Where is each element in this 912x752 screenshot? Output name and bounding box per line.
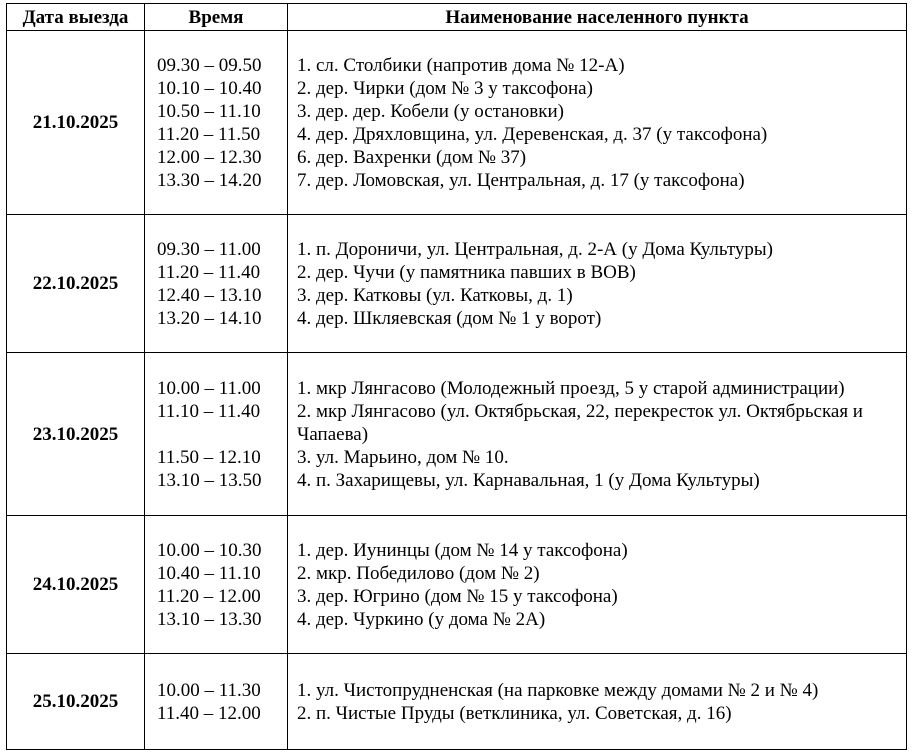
- time-slot: 11.20 – 11.40: [157, 261, 261, 283]
- departure-date: 22.10.2025: [7, 215, 145, 353]
- settlement-list: [288, 31, 907, 215]
- time-slot: 13.20 – 14.10: [157, 307, 262, 329]
- settlement-item: 2. дер. Чирки (дом № 3 у таксофона): [297, 77, 593, 99]
- settlement-item: 7. дер. Ломовская, ул. Центральная, д. 17 (у таксофона): [297, 169, 745, 191]
- time-slot: 13.10 – 13.50: [157, 469, 262, 491]
- settlement-list: [288, 654, 907, 750]
- table-row: [7, 654, 907, 750]
- table-row: [7, 516, 907, 654]
- settlement-item: 1. п. Дороничи, ул. Центральная, д. 2-А (у Дома Культуры): [297, 238, 773, 260]
- settlement-item: 2. п. Чистые Пруды (ветклиника, ул. Советская, д. 16): [297, 702, 732, 724]
- time-slots: [145, 31, 288, 215]
- settlement-item: 1. мкр Лянгасово (Молодежный проезд, 5 у старой администрации): [297, 377, 845, 399]
- time-slot: 12.40 – 13.10: [157, 284, 262, 306]
- settlement-item: 2. дер. Чучи (у памятника павших в ВОВ): [297, 261, 636, 283]
- departure-date: 25.10.2025: [7, 654, 145, 750]
- header-row: [7, 4, 907, 31]
- time-slot: 09.30 – 09.50: [157, 54, 262, 76]
- table-row: [7, 31, 907, 215]
- time-slot: 10.10 – 10.40: [157, 77, 262, 99]
- time-slot: 11.20 – 12.00: [157, 585, 261, 607]
- time-slots: [145, 215, 288, 353]
- settlement-item: 4. дер. Шкляевская (дом № 1 у ворот): [297, 307, 602, 329]
- time-slot: 11.50 – 12.10: [157, 446, 261, 468]
- settlement-item: 6. дер. Вахренки (дом № 37): [297, 146, 527, 168]
- settlement-list: [288, 353, 907, 516]
- settlement-list: [288, 516, 907, 654]
- time-slots: [145, 654, 288, 750]
- departure-date: 23.10.2025: [7, 353, 145, 516]
- time-slot: 10.00 – 10.30: [157, 539, 262, 561]
- schedule-table: [6, 3, 907, 750]
- time-slots: [145, 516, 288, 654]
- settlement-item: 3. ул. Марьино, дом № 10.: [297, 446, 509, 468]
- time-slot: 11.40 – 12.00: [157, 702, 261, 724]
- settlement-item: 2. мкр Лянгасово (ул. Октябрьская, 22, перекресток ул. Октябрьская и Чапаева): [297, 400, 863, 445]
- header-date: Дата выезда: [7, 4, 145, 31]
- settlement-item: 1. сл. Столбики (напротив дома № 12-А): [297, 54, 625, 76]
- settlement-list: [288, 215, 907, 353]
- settlement-item: 1. дер. Иунинцы (дом № 14 у таксофона): [297, 539, 628, 561]
- time-slot: 13.10 – 13.30: [157, 608, 262, 630]
- header-place: Наименование населенного пункта: [288, 4, 907, 31]
- time-slot: 11.10 – 11.40: [157, 400, 261, 422]
- time-slot: 10.40 – 11.10: [157, 562, 261, 584]
- time-slot: 09.30 – 11.00: [157, 238, 261, 260]
- header-time: Время: [145, 4, 288, 31]
- time-slot: 13.30 – 14.20: [157, 169, 262, 191]
- time-slot: 10.50 – 11.10: [157, 100, 261, 122]
- time-slot: 10.00 – 11.30: [157, 679, 261, 701]
- settlement-item: 1. ул. Чистопрудненская (на парковке между домами № 2 и № 4): [297, 679, 819, 701]
- settlement-item: 3. дер. Катковы (ул. Катковы, д. 1): [297, 284, 573, 306]
- settlement-item: 4. п. Захарищевы, ул. Карнавальная, 1 (у Дома Культуры): [297, 469, 760, 491]
- settlement-item: 2. мкр. Победилово (дом № 2): [297, 562, 540, 584]
- table-row: [7, 353, 907, 516]
- settlement-item: 3. дер. дер. Кобели (у остановки): [297, 100, 564, 122]
- departure-date: 21.10.2025: [7, 31, 145, 215]
- time-slot: 10.00 – 11.00: [157, 377, 261, 399]
- table-row: [7, 215, 907, 353]
- departure-date: 24.10.2025: [7, 516, 145, 654]
- settlement-item: 3. дер. Югрино (дом № 15 у таксофона): [297, 585, 618, 607]
- time-slot: 11.20 – 11.50: [157, 123, 261, 145]
- settlement-item: 4. дер. Чуркино (у дома № 2А): [297, 608, 546, 630]
- time-slot: 12.00 – 12.30: [157, 146, 262, 168]
- settlement-item: 4. дер. Дряхловщина, ул. Деревенская, д. 37 (у таксофона): [297, 123, 768, 145]
- time-slots: [145, 353, 288, 516]
